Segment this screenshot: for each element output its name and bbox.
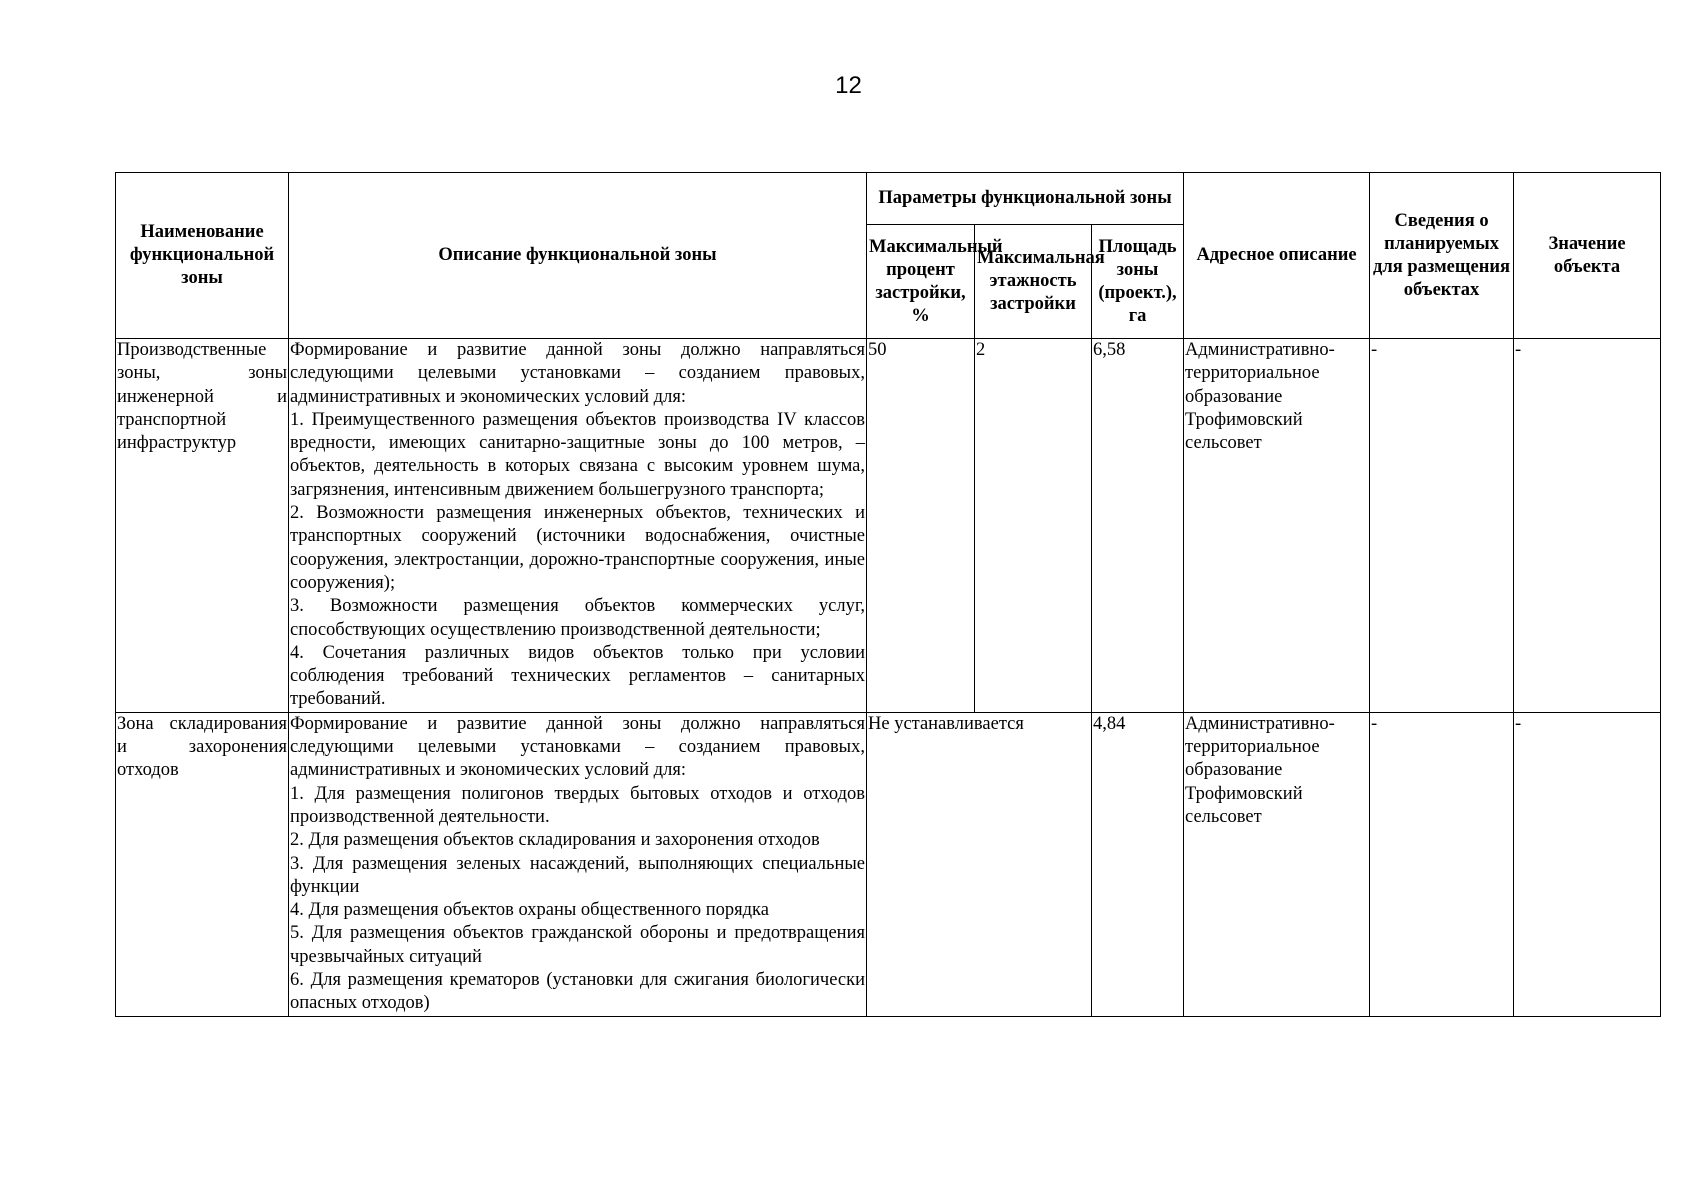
object-value-cell: - [1514,339,1661,713]
max-floors-cell: 2 [975,339,1092,713]
max-percent-cell: 50 [867,339,975,713]
header-max-floors: Максимальная этажность застройки [975,225,1092,339]
functional-zones-table [115,172,1661,1017]
zone-description-cell [289,339,867,713]
zone-name-cell: Зона складирования и захоронения отходов [116,712,289,1016]
header-value: Значение объекта [1514,173,1661,339]
description-paragraph: 6. Для размещения крематоров (установки для сжигания биологически опасных отходов) [290,970,865,1014]
description-paragraph: 2. Возможности размещения инженерных объектов, технических и транспортных сооружений (источники водоснабжения, очистные сооружения, электростанции, дорожно-транспортные сооружения, иные сооружения); [290,503,865,593]
description-paragraph: Формирование и развитие данной зоны должно направляться следующими целевыми установками – созданием правовых, административных и экономических условий для: [290,713,865,781]
zone-description-cell [289,712,867,1016]
address-cell: Административно-территориальное образование Трофимовский сельсовет [1184,712,1370,1016]
description-paragraph: 1. Для размещения полигонов твердых бытовых отходов и отходов производственной деятельности. [290,783,865,827]
description-paragraph: 4. Для размещения объектов охраны общественного порядка [290,900,769,921]
description-paragraph: 5. Для размещения объектов гражданской обороны и предотвращения чрезвычайных ситуаций [290,923,865,967]
params-not-set-cell: Не устанавливается [867,712,1092,1016]
table-row [116,712,1661,1016]
zone-name-cell: Производственные зоны, зоны инженерной и транспортной инфраструктур [116,339,289,713]
description-paragraph: 1. Преимущественного размещения объектов производства IV классов вредности, имеющих санитарно-защитные зоны до 100 метров, – объектов, деятельность в которых связана с высоким уровнем шума, загрязнения, интенсивным движением большегрузного транспорта; [290,409,865,500]
description-paragraph: 3. Для размещения зеленых насаждений, выполняющих специальные функции [290,853,865,897]
description-paragraph: 2. Для размещения объектов складирования и захоронения отходов [290,830,820,851]
header-params-group: Параметры функциональной зоны [867,173,1184,225]
description-paragraph: Формирование и развитие данной зоны должно направляться следующими целевыми установками – созданием правовых, административных и экономических условий для: [290,340,865,407]
header-planned: Сведения о планируемых для размещения объектах [1370,173,1514,339]
header-description: Описание функциональной зоны [289,173,867,339]
planned-objects-cell: - [1370,712,1514,1016]
table-row [116,339,1661,713]
header-name: Наименование функциональной зоны [116,173,289,339]
header-row-top [116,173,1661,225]
area-cell: 4,84 [1092,712,1184,1016]
planned-objects-cell: - [1370,339,1514,713]
page-number: 12 [835,72,862,99]
object-value-cell: - [1514,712,1661,1016]
description-paragraph: 3. Возможности размещения объектов коммерческих услуг, способствующих осуществлению производственной деятельности; [290,596,865,640]
header-area: Площадь зоны (проект.), га [1092,225,1184,339]
address-cell: Административно-территориальное образование Трофимовский сельсовет [1184,339,1370,713]
description-paragraph: 4. Сочетания различных видов объектов только при условии соблюдения требований технических регламентов – санитарных требований. [290,642,865,710]
header-address: Адресное описание [1184,173,1370,339]
header-max-percent: Максимальный процент застройки, % [867,225,975,339]
area-cell: 6,58 [1092,339,1184,713]
